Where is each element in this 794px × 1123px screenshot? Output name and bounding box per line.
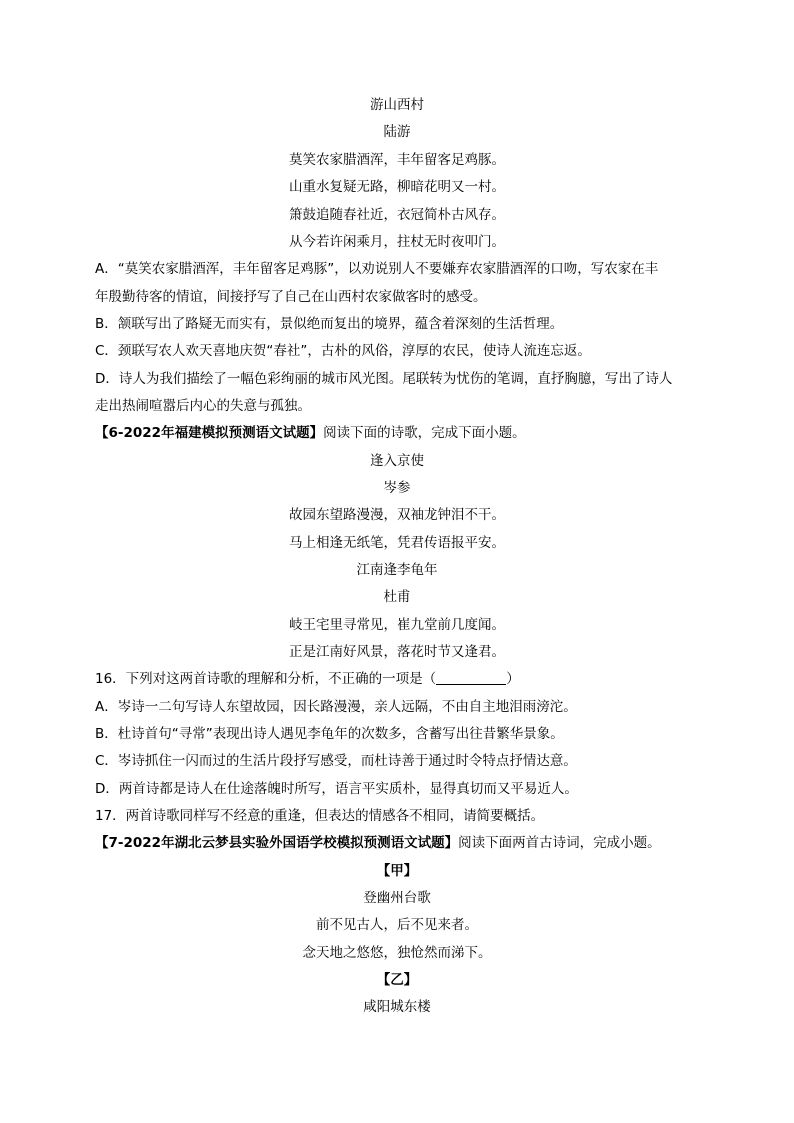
- poem-b-line: 正是江南好风景，落花时节又逢君。: [289, 644, 505, 660]
- question-16: [95, 669, 705, 689]
- poem-yi-label: 【乙】: [376, 972, 418, 988]
- poem-yi-title: 咸阳城东楼: [363, 999, 431, 1015]
- poem-line: 山重水复疑无路，柳暗花明又一村。: [289, 179, 505, 195]
- section-7-source: 【7-2022年湖北云梦县实验外国语学校模拟预测语文试题】: [95, 835, 459, 851]
- option-d-line2: 走出热闹喧嚣后内心的失意与孤独。: [95, 398, 311, 414]
- q16-option-b: B．杜诗首句“寻常”表现出诗人遇见李龟年的次数多，含蓄写出往昔繁华景象。: [95, 726, 564, 742]
- poem-b-author: 杜甫: [383, 589, 411, 605]
- answer-blank[interactable]: [436, 669, 506, 685]
- question-16-text: 16．下列对这两首诗歌的理解和分析，不正确的一项是（: [95, 671, 437, 687]
- section-6-instruction: 阅读下面的诗歌，完成下面小题。: [323, 425, 526, 441]
- section-6-source: 【6-2022年福建模拟预测语文试题】: [95, 425, 324, 441]
- poem-line: 从今若许闲乘月，拄杖无时夜叩门。: [289, 234, 505, 250]
- poem-line: 莫笑农家腊酒浑，丰年留客足鸡豚。: [289, 152, 505, 168]
- poem-a-line: 故园东望路漫漫，双袖龙钟泪不干。: [289, 507, 505, 523]
- poem-jia-label: 【甲】: [376, 863, 418, 879]
- section-6-header: [95, 423, 705, 443]
- poem-title: 游山西村: [370, 97, 424, 113]
- q16-option-c: C．岑诗抓住一闪而过的生活片段抒写感受，而杜诗善于通过时令特点抒情达意。: [95, 753, 577, 769]
- poem-jia-line: 前不见古人，后不见来者。: [316, 917, 478, 933]
- option-b: B．颔联写出了路疑无而实有，景似绝而复出的境界，蕴含着深刻的生活哲理。: [95, 316, 564, 332]
- question-16-close: ）: [506, 671, 520, 687]
- poem-b-title: 江南逢李龟年: [356, 562, 438, 578]
- option-a-line1: A．“莫笑农家腊酒浑，丰年留客足鸡豚”，以劝说别人不要嫌弃农家腊酒浑的口吻，写农家在丰: [95, 261, 659, 277]
- option-c: C．颈联写农人欢天喜地庆贺“春社”，古朴的风俗，淳厚的农民，使诗人流连忘返。: [95, 343, 591, 359]
- section-7-header: [95, 833, 705, 853]
- poem-jia-line: 念天地之悠悠，独怆然而涕下。: [302, 945, 492, 961]
- poem-b-line: 岐王宅里寻常见，崔九堂前几度闻。: [289, 617, 505, 633]
- poem-line: 箫鼓追随春社近，衣冠简朴古风存。: [289, 207, 505, 223]
- q16-option-d: D．两首诗都是诗人在仕途落魄时所写，语言平实质朴，显得真切而又平易近人。: [95, 781, 578, 797]
- poem-a-line: 马上相逢无纸笔，凭君传语报平安。: [289, 535, 505, 551]
- poem-a-title: 逢入京使: [370, 453, 424, 469]
- question-17: 17．两首诗歌同样写不经意的重逢，但表达的情感各不相同，请简要概括。: [95, 808, 545, 824]
- poem-author: 陆游: [383, 124, 411, 140]
- option-d-line1: D．诗人为我们描绘了一幅色彩绚丽的城市风光图。尾联转为忧伤的笔调，直抒胸臆，写出了诗人: [95, 371, 673, 387]
- q16-option-a: A．岑诗一二句写诗人东望故园，因长路漫漫，亲人远隔，不由自主地泪雨滂沱。: [95, 699, 577, 715]
- poem-jia-title: 登幽州台歌: [363, 890, 431, 906]
- section-7-instruction: 阅读下面两首古诗词，完成小题。: [458, 835, 661, 851]
- option-a-line2: 年殷勤待客的情谊，间接抒写了自己在山西村农家做客时的感受。: [95, 289, 487, 305]
- poem-a-author: 岑参: [383, 480, 411, 496]
